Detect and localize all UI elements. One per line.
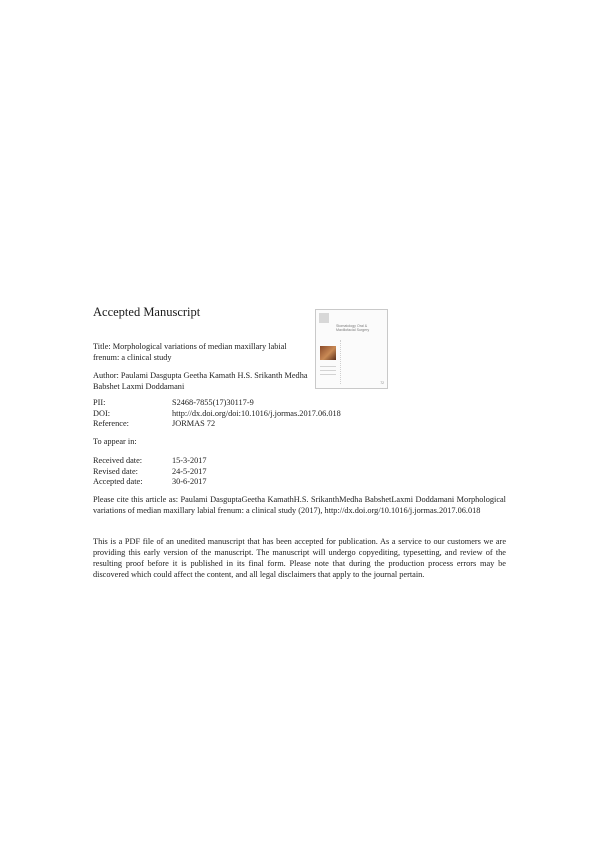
journal-cover-thumbnail <box>315 309 388 389</box>
meta-row-doi <box>93 409 341 420</box>
meta-value: JORMAS 72 <box>172 419 216 429</box>
cover-illustration <box>340 340 385 384</box>
cover-text-lines <box>320 366 336 378</box>
date-row-accepted <box>93 477 207 488</box>
date-row-received <box>93 456 207 467</box>
meta-label: Reference: <box>93 419 129 429</box>
cover-journal-title: Stomatology Oral & Maxillofacial Surgery <box>336 324 370 333</box>
date-value: 30-6-2017 <box>172 477 207 487</box>
date-label: Received date: <box>93 456 143 465</box>
meta-row-pii <box>93 398 341 409</box>
date-value: 15-3-2017 <box>172 456 207 465</box>
article-title: Title: Morphological variations of median maxillary labial frenum: a clinical study <box>93 342 287 362</box>
unedited-notice-paragraph: This is a PDF file of an unedited manuscript that has been accepted for publication. As a service to our customers we are providing this early version of the manuscript. The manuscript will undergo copyediting, typesetting, and review of the resulting proof before it is published in its final form. Please note that during the production process errors may be discovered which could affect the content, and all legal disclaimers that apply to the journal pertain. <box>93 537 506 579</box>
article-authors: Author: Paulami Dasgupta Geetha Kamath H.S. Srikanth Medha Babshet Laxmi Doddamani <box>93 371 308 391</box>
publisher-logo <box>319 313 329 323</box>
date-row-revised <box>93 467 207 478</box>
to-appear-label: To appear in: <box>93 437 137 446</box>
meta-label: PII: <box>93 398 106 407</box>
meta-value: S2468-7855(17)30117-9 <box>172 398 254 407</box>
page-heading: Accepted Manuscript <box>93 305 201 319</box>
doi-link[interactable]: http://dx.doi.org/doi:10.1016/j.jormas.2017.06.018 <box>172 408 341 418</box>
article-metadata <box>93 398 341 430</box>
article-dates <box>93 456 207 488</box>
meta-row-reference <box>93 419 341 430</box>
date-label: Accepted date: <box>93 477 143 487</box>
meta-label: DOI: <box>93 408 111 418</box>
citation-paragraph: Please cite this article as: Paulami DasguptaGeetha KamathH.S. SrikanthMedha BabshetLaxmi Doddamani Morphological variations of median maxillary labial frenum: a clinical study (2017), http://dx.doi.org/10.1016/j.jormas.2017.06.018 <box>93 495 506 515</box>
cover-volume: 72 <box>380 381 384 385</box>
date-value: 24-5-2017 <box>172 466 207 476</box>
cover-photo <box>320 346 336 360</box>
date-label: Revised date: <box>93 466 138 476</box>
